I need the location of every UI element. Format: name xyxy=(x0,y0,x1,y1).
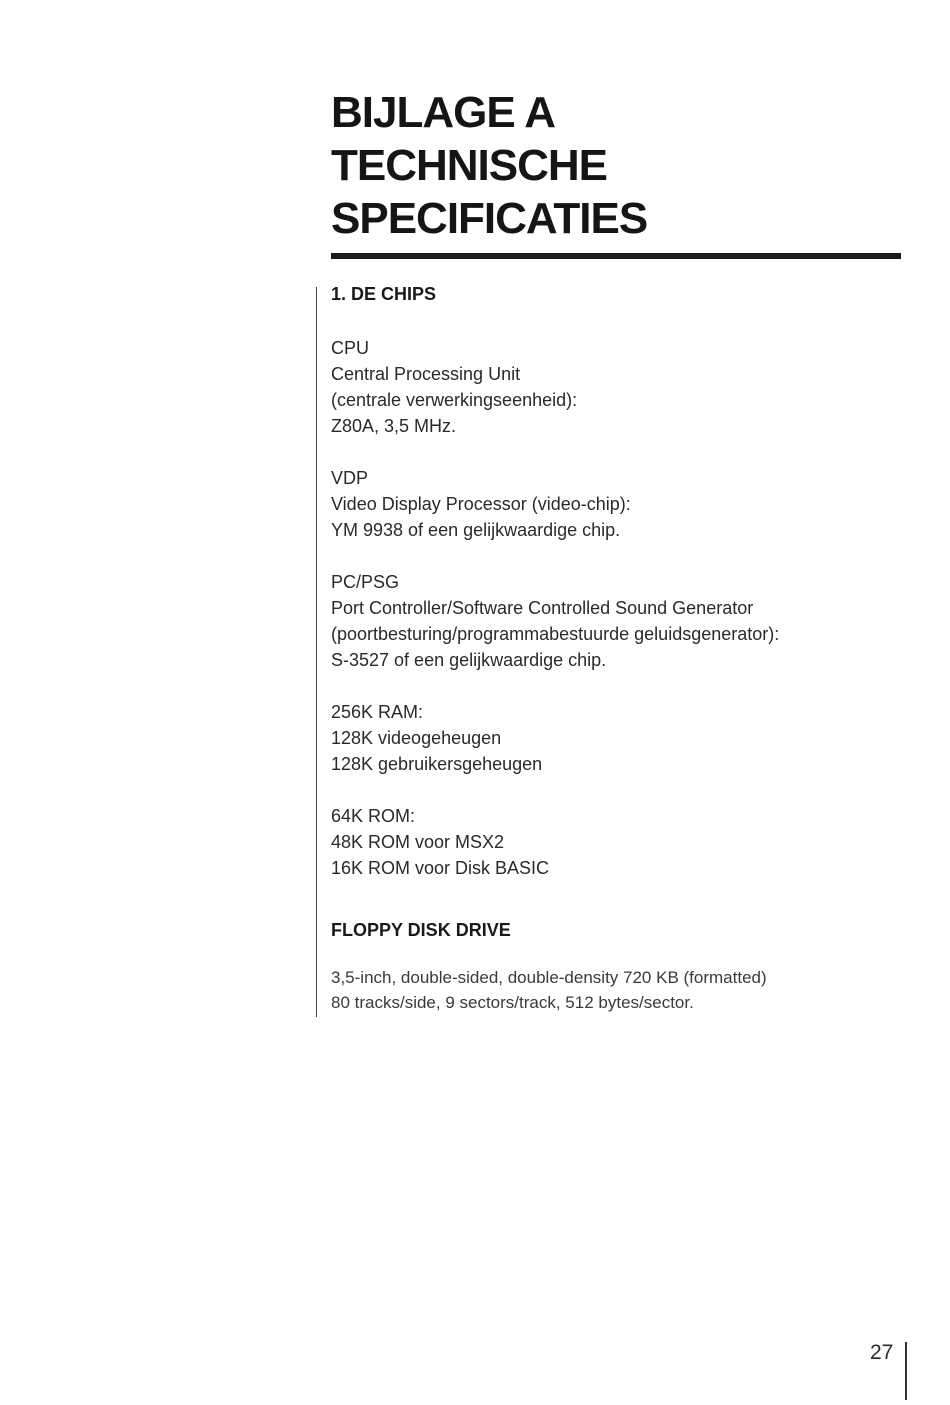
spec-line: S-3527 of een gelijkwaardige chip. xyxy=(331,650,607,670)
spec-line: (centrale verwerkingseenheid): xyxy=(331,390,578,410)
title-line-1: BIJLAGE A xyxy=(331,88,556,137)
spec-line: (poortbesturing/programmabestuurde geluidsgenerator): xyxy=(331,624,780,644)
spec-line: 16K ROM voor Disk BASIC xyxy=(331,858,550,878)
spec-line: Port Controller/Software Controlled Sound Generator xyxy=(331,598,754,618)
margin-rule xyxy=(316,287,317,1017)
spec-line: 256K RAM: xyxy=(331,702,424,722)
floppy-specs xyxy=(331,965,891,1015)
spec-line: 3,5-inch, double-sided, double-density 720 KB (formatted) xyxy=(331,968,767,987)
spec-block-rom xyxy=(331,803,891,881)
title-line-2: TECHNISCHE xyxy=(331,141,608,190)
spec-line: 80 tracks/side, 9 sectors/track, 512 bytes/sector. xyxy=(331,993,694,1012)
chips-heading: 1. DE CHIPS xyxy=(331,284,437,304)
page-title xyxy=(331,86,911,245)
title-divider xyxy=(331,253,901,259)
spec-line: CPU xyxy=(331,338,370,358)
page-number: 27 xyxy=(870,1341,894,1364)
spec-line: VDP xyxy=(331,468,369,488)
spec-line: YM 9938 of een gelijkwaardige chip. xyxy=(331,520,621,540)
spec-line: 48K ROM voor MSX2 xyxy=(331,832,505,852)
spec-block-vdp xyxy=(331,465,891,543)
floppy-heading: FLOPPY DISK DRIVE xyxy=(331,920,511,940)
spec-block-ram xyxy=(331,699,891,777)
spec-line: Central Processing Unit xyxy=(331,364,521,384)
title-line-3: SPECIFICATIES xyxy=(331,194,648,243)
page-number-rule xyxy=(905,1342,907,1400)
spec-line: 128K videogeheugen xyxy=(331,728,502,748)
spec-line: PC/PSG xyxy=(331,572,400,592)
spec-block-pcpsg xyxy=(331,569,891,673)
spec-line: 128K gebruikersgeheugen xyxy=(331,754,543,774)
spec-line: Video Display Processor (video-chip): xyxy=(331,494,631,514)
spec-block-cpu xyxy=(331,335,891,439)
spec-content xyxy=(331,281,891,1015)
spec-line: Z80A, 3,5 MHz. xyxy=(331,416,457,436)
spec-line: 64K ROM: xyxy=(331,806,416,826)
